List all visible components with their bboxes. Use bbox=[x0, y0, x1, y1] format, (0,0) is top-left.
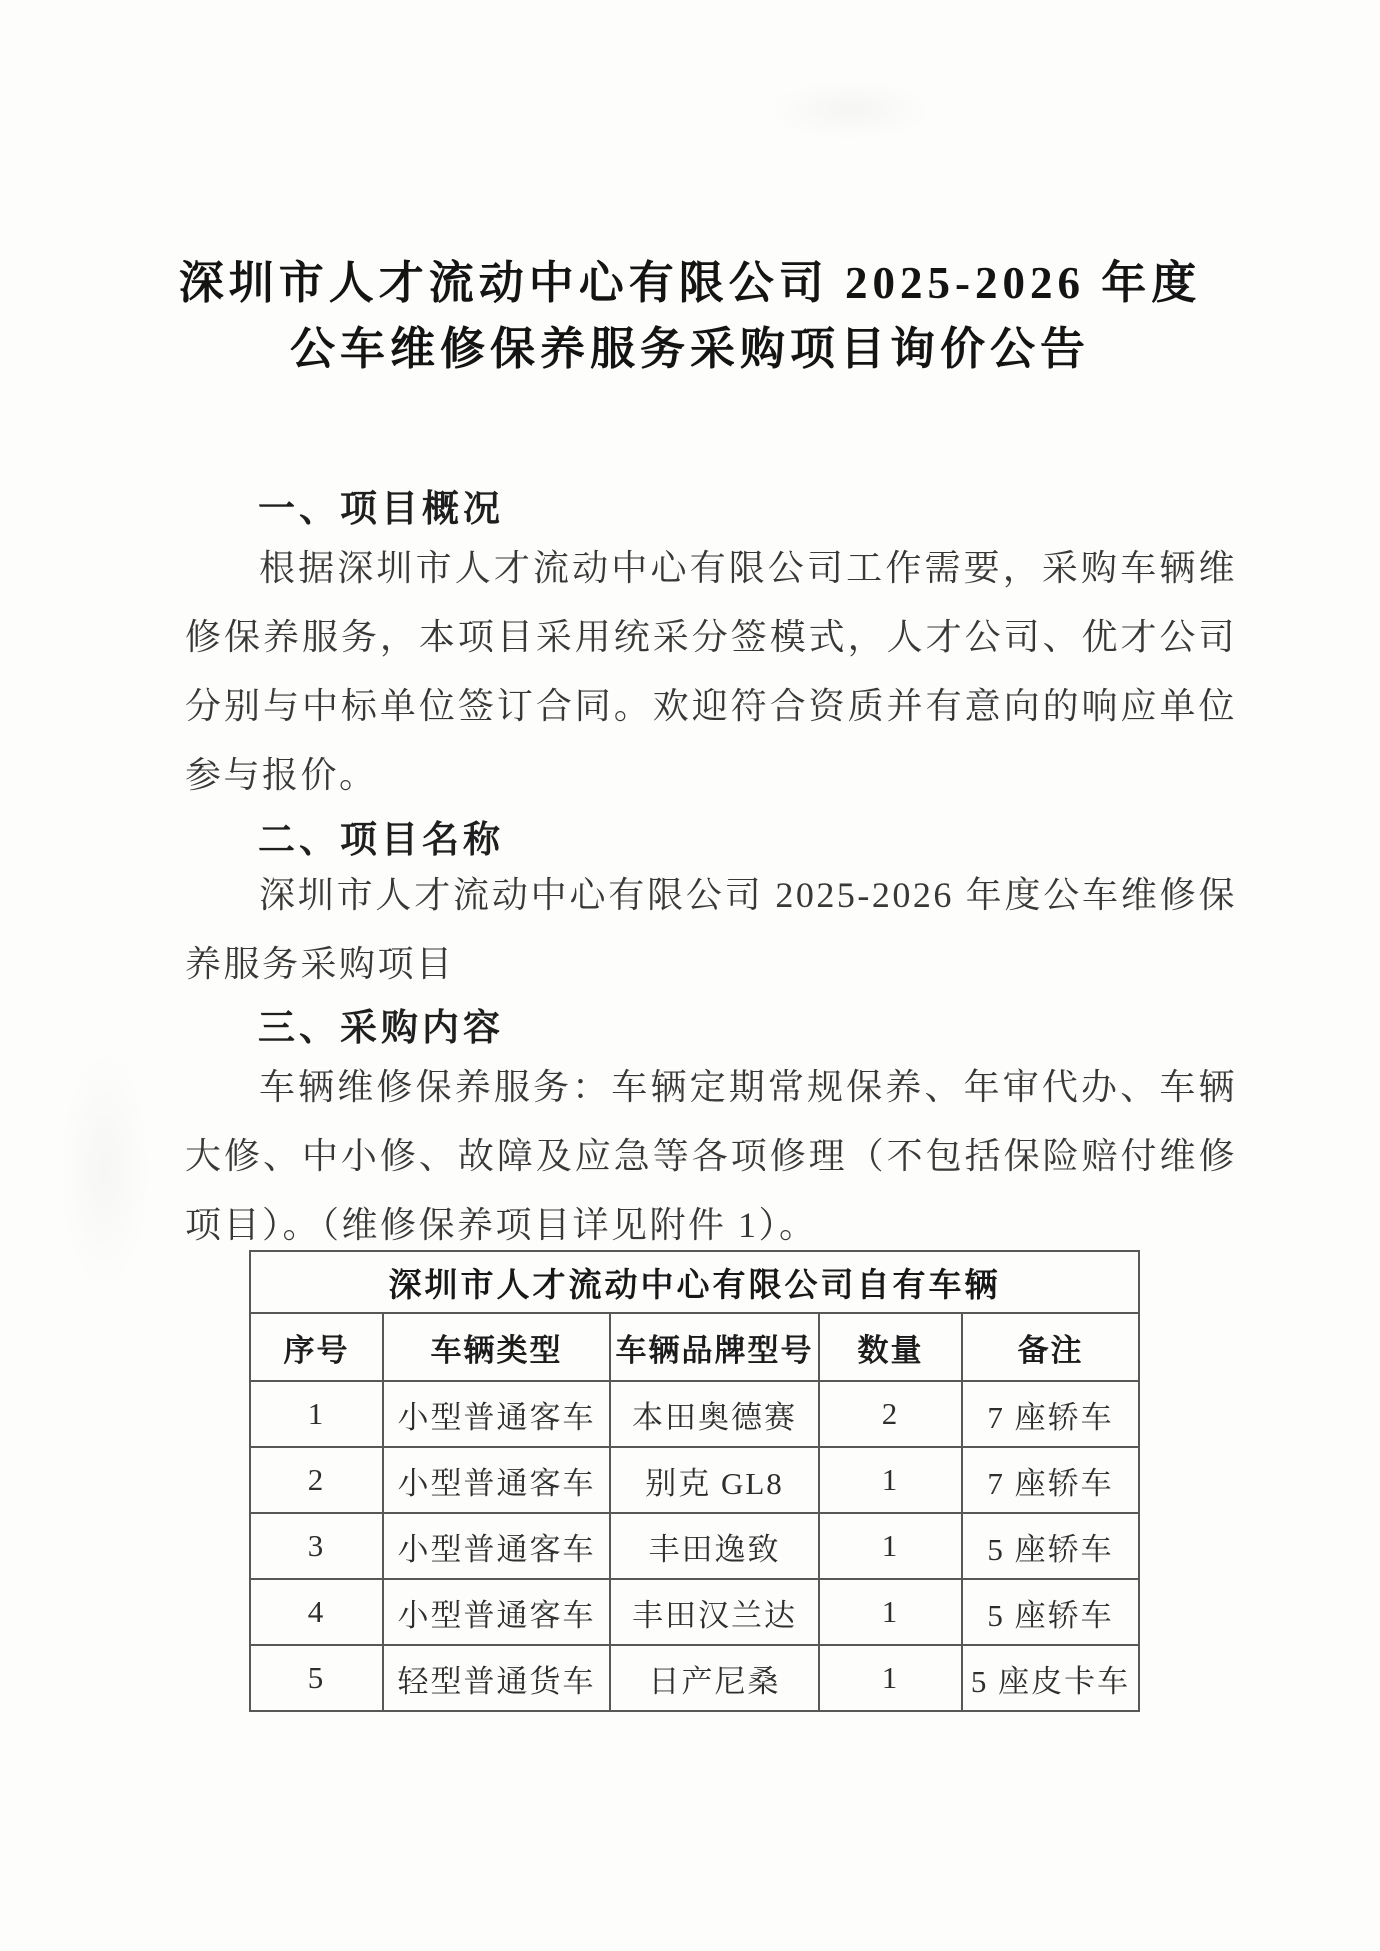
cell-quantity: 1 bbox=[819, 1579, 962, 1645]
column-header-remarks: 备注 bbox=[962, 1313, 1139, 1381]
cell-remarks: 5 座皮卡车 bbox=[962, 1645, 1139, 1711]
cell-remarks: 5 座轿车 bbox=[962, 1579, 1139, 1645]
cell-brand-model: 丰田汉兰达 bbox=[610, 1579, 819, 1645]
cell-index: 1 bbox=[250, 1381, 383, 1447]
cell-vehicle-type: 小型普通客车 bbox=[383, 1447, 610, 1513]
cell-vehicle-type: 小型普通客车 bbox=[383, 1513, 610, 1579]
cell-index: 3 bbox=[250, 1513, 383, 1579]
cell-brand-model: 丰田逸致 bbox=[610, 1513, 819, 1579]
table-row bbox=[250, 1645, 1139, 1711]
cell-quantity: 1 bbox=[819, 1513, 962, 1579]
section-heading-project-overview: 一、项目概况 bbox=[258, 488, 504, 529]
column-header-quantity: 数量 bbox=[819, 1313, 962, 1381]
paragraph-procurement-content: 车辆维修保养服务：车辆定期常规保养、年审代办、车辆大修、中小修、故障及应急等各项修理（不包括保险赔付维修项目）。（维修保养项目详见附件 1）。 bbox=[185, 1067, 1237, 1245]
paragraph-project-overview: 根据深圳市人才流动中心有限公司工作需要，采购车辆维修保养服务，本项目采用统采分签模式，人才公司、优才公司分别与中标单位签订合同。欢迎符合资质并有意向的响应单位参与报价。 bbox=[185, 548, 1237, 795]
cell-quantity: 1 bbox=[819, 1447, 962, 1513]
document-title-line-1: 深圳市人才流动中心有限公司 2025-2026 年度 bbox=[178, 258, 1202, 308]
document-title-line-2: 公车维修保养服务采购项目询价公告 bbox=[289, 324, 1090, 374]
cell-vehicle-type: 小型普通客车 bbox=[383, 1381, 610, 1447]
section-heading-procurement-content: 三、采购内容 bbox=[258, 1007, 504, 1048]
scan-smudge bbox=[770, 80, 930, 140]
cell-brand-model: 日产尼桑 bbox=[610, 1645, 819, 1711]
table-header-row bbox=[250, 1313, 1139, 1381]
cell-index: 4 bbox=[250, 1579, 383, 1645]
cell-remarks: 5 座轿车 bbox=[962, 1513, 1139, 1579]
table-title: 深圳市人才流动中心有限公司自有车辆 bbox=[250, 1251, 1139, 1313]
table-row bbox=[250, 1579, 1139, 1645]
table-row bbox=[250, 1447, 1139, 1513]
column-header-vehicle-type: 车辆类型 bbox=[383, 1313, 610, 1381]
table-title-row bbox=[250, 1251, 1139, 1313]
cell-vehicle-type: 小型普通客车 bbox=[383, 1579, 610, 1645]
column-header-index: 序号 bbox=[250, 1313, 383, 1381]
cell-quantity: 2 bbox=[819, 1381, 962, 1447]
cell-brand-model: 本田奥德赛 bbox=[610, 1381, 819, 1447]
cell-vehicle-type: 轻型普通货车 bbox=[383, 1645, 610, 1711]
cell-index: 5 bbox=[250, 1645, 383, 1711]
section-heading-project-name: 二、项目名称 bbox=[258, 819, 504, 860]
table-row bbox=[250, 1381, 1139, 1447]
column-header-brand-model: 车辆品牌型号 bbox=[610, 1313, 819, 1381]
scan-smudge bbox=[60, 1050, 150, 1290]
cell-brand-model: 别克 GL8 bbox=[610, 1447, 819, 1513]
paragraph-project-name: 深圳市人才流动中心有限公司 2025-2026 年度公车维修保养服务采购项目 bbox=[185, 875, 1237, 984]
cell-quantity: 1 bbox=[819, 1645, 962, 1711]
cell-remarks: 7 座轿车 bbox=[962, 1381, 1139, 1447]
cell-remarks: 7 座轿车 bbox=[962, 1447, 1139, 1513]
cell-index: 2 bbox=[250, 1447, 383, 1513]
document-title bbox=[70, 250, 1310, 382]
table-row bbox=[250, 1513, 1139, 1579]
owned-vehicles-table bbox=[249, 1250, 1140, 1712]
